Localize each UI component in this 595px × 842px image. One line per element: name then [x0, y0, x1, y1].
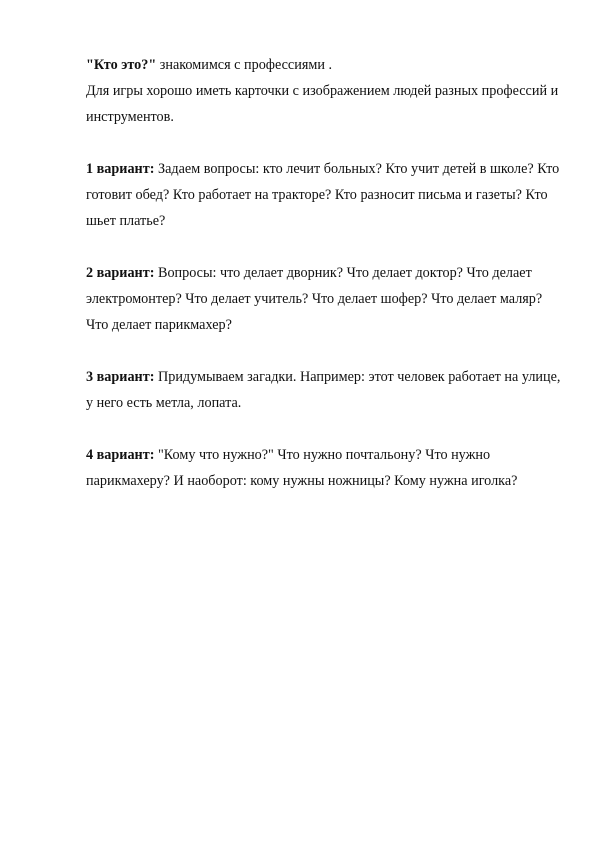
- paragraph-gap: [86, 130, 566, 156]
- variant-2-text: Вопросы: что делает дворник? Что делает доктор? Что делает: [154, 265, 532, 281]
- variant-1-line-2: готовит обед? Кто работает на тракторе? Кто разносит письма и газеты? Кто: [86, 187, 548, 203]
- variant-4-text: "Кому что нужно?" Что нужно почтальону? Что нужно: [154, 447, 491, 463]
- variant-2-label: 2 вариант:: [86, 265, 155, 281]
- document-body: [86, 52, 566, 494]
- variant-3-text: Придумываем загадки. Например: этот человек работает на улице,: [154, 369, 561, 385]
- variant-4-first-line: [86, 442, 566, 468]
- document-title: [86, 52, 566, 78]
- title-bold-part: "Кто это?": [86, 57, 157, 73]
- variant-2-line-3: Что делает парикмахер?: [86, 317, 232, 333]
- variant-4-label: 4 вариант:: [86, 447, 155, 463]
- variant-1-text: Задаем вопросы: кто лечит больных? Кто учит детей в школе? Кто: [154, 161, 560, 177]
- intro-line-2: инструментов.: [86, 109, 174, 125]
- variant-3-label: 3 вариант:: [86, 369, 155, 385]
- variant-4-line-2: парикмахеру? И наоборот: кому нужны ножницы? Кому нужна иголка?: [86, 473, 518, 489]
- variant-1-first-line: [86, 156, 566, 182]
- variant-3-line-2: у него есть метла, лопата.: [86, 395, 242, 411]
- paragraph-gap: [86, 234, 566, 260]
- paragraph-gap: [86, 338, 566, 364]
- variant-3-first-line: [86, 364, 566, 390]
- title-rest: знакомимся с профессиями .: [156, 57, 333, 73]
- variant-1-label: 1 вариант:: [86, 161, 155, 177]
- variant-1-line-3: шьет платье?: [86, 213, 166, 229]
- variant-2-first-line: [86, 260, 566, 286]
- paragraph-gap: [86, 416, 566, 442]
- intro-line-1: Для игры хорошо иметь карточки с изображением людей разных профессий и: [86, 83, 559, 99]
- variant-2-line-2: электромонтер? Что делает учитель? Что делает шофер? Что делает маляр?: [86, 291, 543, 307]
